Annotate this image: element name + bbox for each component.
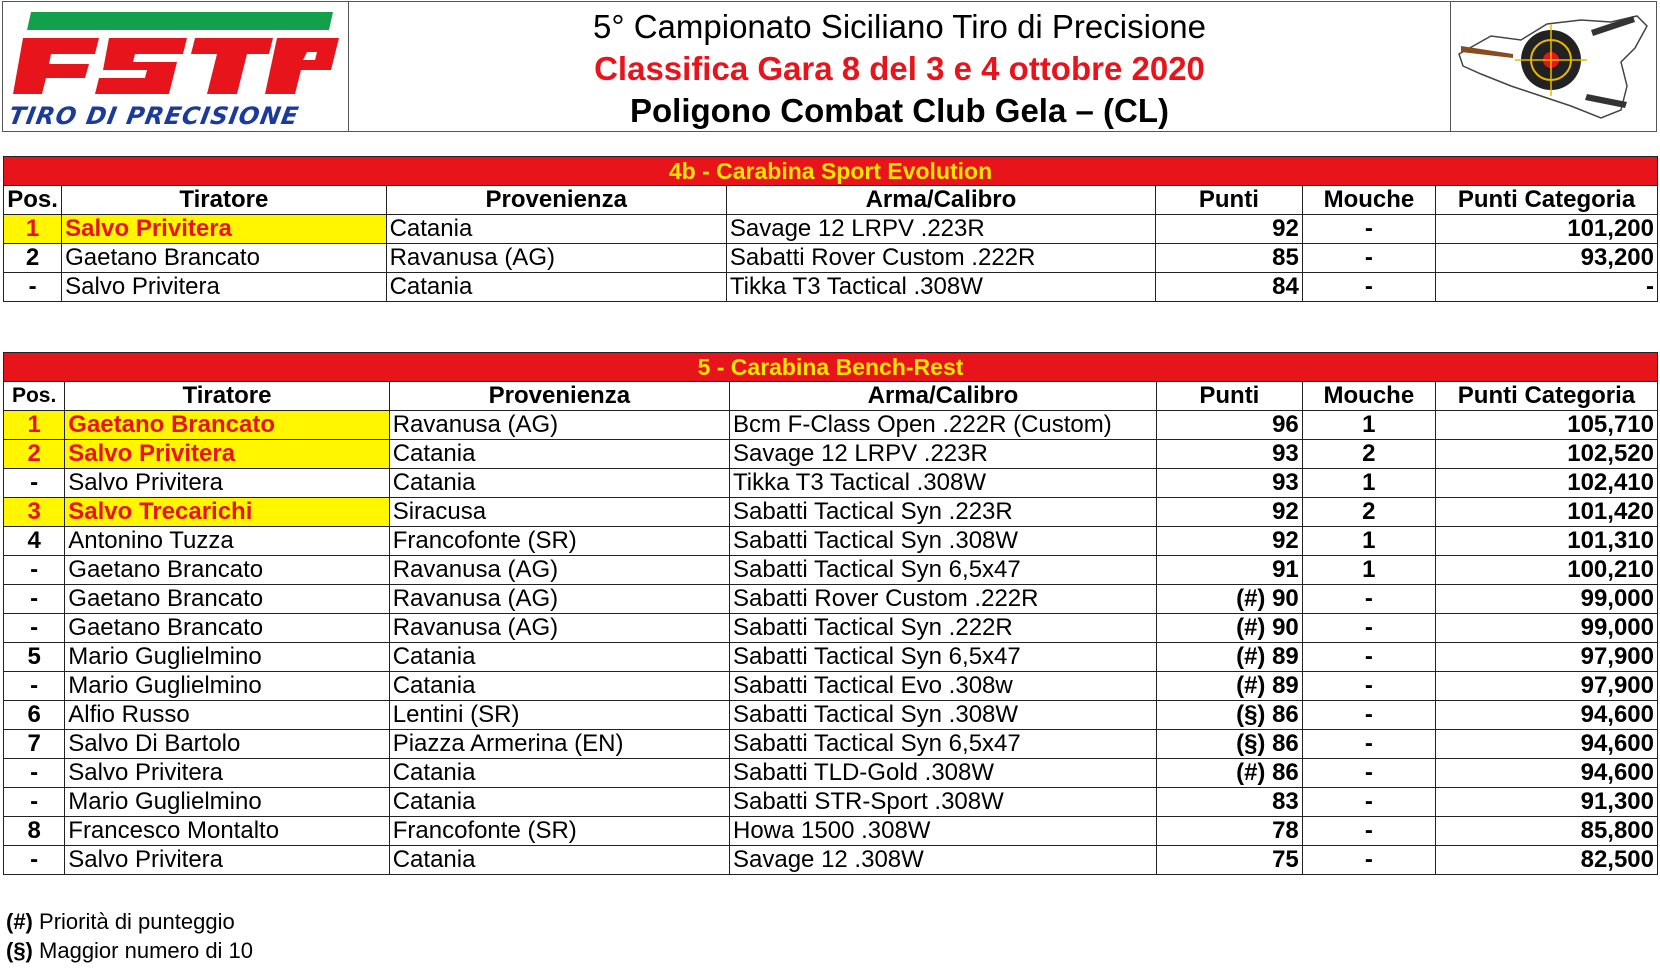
points-cell: 93 <box>1156 440 1302 469</box>
position-cell: - <box>4 759 65 788</box>
points-cell: 91 <box>1156 556 1302 585</box>
category-points-cell: 91,300 <box>1435 788 1657 817</box>
logo-subtitle: TIRO DI PRECISIONE <box>6 102 302 130</box>
category-points-cell: 94,600 <box>1435 730 1657 759</box>
weapon-cell: Bcm F-Class Open .222R (Custom) <box>730 411 1157 440</box>
col-shooter: Tiratore <box>62 186 386 215</box>
position-cell: 7 <box>4 730 65 759</box>
points-cell: 92 <box>1156 527 1302 556</box>
position-cell: 8 <box>4 817 65 846</box>
category-points-cell: 101,200 <box>1436 215 1658 244</box>
points-cell: (#) 89 <box>1156 643 1302 672</box>
points-cell: 96 <box>1156 411 1302 440</box>
table-row <box>4 817 1658 846</box>
points-cell: 78 <box>1156 817 1302 846</box>
table-row <box>4 614 1658 643</box>
position-cell: 2 <box>4 440 65 469</box>
table-row <box>4 672 1658 701</box>
points-cell: 84 <box>1155 273 1302 302</box>
category-points-cell: 94,600 <box>1435 759 1657 788</box>
origin-cell: Francofonte (SR) <box>389 527 729 556</box>
title-block <box>349 2 1450 131</box>
category-title: 4b - Carabina Sport Evolution <box>4 157 1658 186</box>
table-body <box>4 411 1658 875</box>
sicily-logo <box>1450 2 1656 131</box>
championship-title: 5° Campionato Siciliano Tiro di Precisione <box>593 8 1206 45</box>
points-cell: 75 <box>1156 846 1302 875</box>
fstp-logo <box>3 2 349 131</box>
points-cell: (#) 86 <box>1156 759 1302 788</box>
weapon-cell: Sabatti Tactical Syn .308W <box>730 701 1157 730</box>
category-points-cell: 105,710 <box>1435 411 1657 440</box>
col-shooter: Tiratore <box>65 382 389 411</box>
table-row <box>4 411 1658 440</box>
shooter-cell: Salvo Di Bartolo <box>65 730 389 759</box>
shooter-cell: Salvo Privitera <box>62 273 386 302</box>
origin-cell: Francofonte (SR) <box>389 817 729 846</box>
shooter-cell: Gaetano Brancato <box>65 411 389 440</box>
origin-cell: Catania <box>389 643 729 672</box>
position-cell: - <box>4 556 65 585</box>
points-cell: (§) 86 <box>1156 730 1302 759</box>
mouche-cell: - <box>1302 215 1435 244</box>
position-cell: - <box>4 273 62 302</box>
col-points: Punti <box>1156 382 1302 411</box>
shooter-cell: Salvo Privitera <box>65 469 389 498</box>
table-row <box>4 846 1658 875</box>
weapon-cell: Sabatti Rover Custom .222R <box>726 244 1155 273</box>
category-points-cell: 101,420 <box>1435 498 1657 527</box>
table-row <box>4 730 1658 759</box>
table-row <box>4 788 1658 817</box>
category-points-cell: - <box>1436 273 1658 302</box>
category-points-cell: 101,310 <box>1435 527 1657 556</box>
shooter-cell: Francesco Montalto <box>65 817 389 846</box>
points-cell: 92 <box>1155 215 1302 244</box>
weapon-cell: Sabatti Tactical Syn .308W <box>730 527 1157 556</box>
weapon-cell: Sabatti Rover Custom .222R <box>730 585 1157 614</box>
origin-cell: Piazza Armerina (EN) <box>389 730 729 759</box>
col-pos: Pos. <box>4 382 65 411</box>
origin-cell: Lentini (SR) <box>389 701 729 730</box>
table-row <box>4 759 1658 788</box>
mouche-cell: 1 <box>1302 556 1435 585</box>
shooter-cell: Salvo Privitera <box>65 759 389 788</box>
ranking-table-4b <box>3 156 1658 302</box>
mouche-cell: - <box>1302 244 1435 273</box>
col-origin: Provenienza <box>386 186 726 215</box>
mouche-cell: 1 <box>1302 527 1435 556</box>
origin-cell: Catania <box>389 846 729 875</box>
shooter-cell: Gaetano Brancato <box>62 244 386 273</box>
weapon-cell: Sabatti Tactical Syn .223R <box>730 498 1157 527</box>
col-origin: Provenienza <box>389 382 729 411</box>
mouche-cell: - <box>1302 585 1435 614</box>
col-weapon: Arma/Calibro <box>726 186 1155 215</box>
origin-cell: Ravanusa (AG) <box>389 585 729 614</box>
table-row <box>4 440 1658 469</box>
category-points-cell: 93,200 <box>1436 244 1658 273</box>
category-points-cell: 102,410 <box>1435 469 1657 498</box>
position-cell: 6 <box>4 701 65 730</box>
weapon-cell: Savage 12 LRPV .223R <box>726 215 1155 244</box>
fstp-logo-mark-icon <box>11 8 341 96</box>
shooter-cell: Antonino Tuzza <box>65 527 389 556</box>
points-cell: 93 <box>1156 469 1302 498</box>
points-cell: 92 <box>1156 498 1302 527</box>
footnote: (#) Priorità di punteggio <box>6 909 235 934</box>
origin-cell: Catania <box>386 215 726 244</box>
category-points-cell: 82,500 <box>1435 846 1657 875</box>
points-cell: (#) 90 <box>1156 614 1302 643</box>
table-row <box>4 215 1658 244</box>
mouche-cell: - <box>1302 643 1435 672</box>
origin-cell: Catania <box>389 672 729 701</box>
shooter-cell: Salvo Privitera <box>65 440 389 469</box>
origin-cell: Catania <box>389 788 729 817</box>
shooter-cell: Salvo Privitera <box>62 215 386 244</box>
position-cell: - <box>4 788 65 817</box>
ranking-table-5 <box>3 352 1658 875</box>
col-category-points: Punti Categoria <box>1435 382 1657 411</box>
points-cell: (#) 90 <box>1156 585 1302 614</box>
col-mouche: Mouche <box>1302 186 1435 215</box>
position-cell: 4 <box>4 527 65 556</box>
table-row <box>4 585 1658 614</box>
position-cell: - <box>4 614 65 643</box>
position-cell: - <box>4 846 65 875</box>
shooter-cell: Gaetano Brancato <box>65 614 389 643</box>
position-cell: 1 <box>4 215 62 244</box>
origin-cell: Catania <box>389 759 729 788</box>
points-cell: 85 <box>1155 244 1302 273</box>
origin-cell: Ravanusa (AG) <box>389 614 729 643</box>
weapon-cell: Savage 12 .308W <box>730 846 1157 875</box>
col-mouche: Mouche <box>1302 382 1435 411</box>
mouche-cell: - <box>1302 759 1435 788</box>
document-header <box>2 1 1657 132</box>
weapon-cell: Tikka T3 Tactical .308W <box>726 273 1155 302</box>
weapon-cell: Howa 1500 .308W <box>730 817 1157 846</box>
position-cell: 2 <box>4 244 62 273</box>
category-points-cell: 97,900 <box>1435 672 1657 701</box>
mouche-cell: 1 <box>1302 411 1435 440</box>
position-cell: 3 <box>4 498 65 527</box>
mouche-cell: - <box>1302 730 1435 759</box>
position-cell: - <box>4 672 65 701</box>
shooter-cell: Gaetano Brancato <box>65 585 389 614</box>
position-cell: 5 <box>4 643 65 672</box>
weapon-cell: Savage 12 LRPV .223R <box>730 440 1157 469</box>
weapon-cell: Sabatti STR-Sport .308W <box>730 788 1157 817</box>
weapon-cell: Sabatti Tactical Evo .308w <box>730 672 1157 701</box>
venue-title: Poligono Combat Club Gela – (CL) <box>630 92 1169 129</box>
position-cell: 1 <box>4 411 65 440</box>
origin-cell: Ravanusa (AG) <box>386 244 726 273</box>
origin-cell: Catania <box>389 440 729 469</box>
category-points-cell: 99,000 <box>1435 614 1657 643</box>
category-points-cell: 102,520 <box>1435 440 1657 469</box>
table-row <box>4 469 1658 498</box>
mouche-cell: 2 <box>1302 440 1435 469</box>
position-cell: - <box>4 585 65 614</box>
points-cell: (§) 86 <box>1156 701 1302 730</box>
weapon-cell: Sabatti Tactical Syn 6,5x47 <box>730 556 1157 585</box>
mouche-cell: - <box>1302 614 1435 643</box>
shooter-cell: Alfio Russo <box>65 701 389 730</box>
mouche-cell: - <box>1302 846 1435 875</box>
weapon-cell: Tikka T3 Tactical .308W <box>730 469 1157 498</box>
origin-cell: Siracusa <box>389 498 729 527</box>
table-row <box>4 643 1658 672</box>
table-row <box>4 527 1658 556</box>
table-row <box>4 244 1658 273</box>
table-row <box>4 273 1658 302</box>
points-cell: (#) 89 <box>1156 672 1302 701</box>
mouche-cell: - <box>1302 672 1435 701</box>
weapon-cell: Sabatti TLD-Gold .308W <box>730 759 1157 788</box>
shooter-cell: Salvo Trecarichi <box>65 498 389 527</box>
weapon-cell: Sabatti Tactical Syn .222R <box>730 614 1157 643</box>
table-row <box>4 498 1658 527</box>
shooter-cell: Mario Guglielmino <box>65 788 389 817</box>
col-category-points: Punti Categoria <box>1436 186 1658 215</box>
weapon-cell: Sabatti Tactical Syn 6,5x47 <box>730 730 1157 759</box>
mouche-cell: - <box>1302 701 1435 730</box>
category-title: 5 - Carabina Bench-Rest <box>4 353 1658 382</box>
col-weapon: Arma/Calibro <box>730 382 1157 411</box>
shooter-cell: Mario Guglielmino <box>65 643 389 672</box>
origin-cell: Ravanusa (AG) <box>389 411 729 440</box>
footnotes <box>6 907 253 965</box>
table-body <box>4 215 1658 302</box>
mouche-cell: - <box>1302 788 1435 817</box>
mouche-cell: - <box>1302 817 1435 846</box>
weapon-cell: Sabatti Tactical Syn 6,5x47 <box>730 643 1157 672</box>
category-points-cell: 85,800 <box>1435 817 1657 846</box>
ranking-title: Classifica Gara 8 del 3 e 4 ottobre 2020 <box>594 50 1205 87</box>
origin-cell: Ravanusa (AG) <box>389 556 729 585</box>
table-row <box>4 701 1658 730</box>
position-cell: - <box>4 469 65 498</box>
shooter-cell: Mario Guglielmino <box>65 672 389 701</box>
col-pos: Pos. <box>4 186 62 215</box>
mouche-cell: - <box>1302 273 1435 302</box>
category-points-cell: 97,900 <box>1435 643 1657 672</box>
points-cell: 83 <box>1156 788 1302 817</box>
origin-cell: Catania <box>389 469 729 498</box>
col-points: Punti <box>1155 186 1302 215</box>
category-points-cell: 94,600 <box>1435 701 1657 730</box>
mouche-cell: 1 <box>1302 469 1435 498</box>
category-points-cell: 99,000 <box>1435 585 1657 614</box>
category-points-cell: 100,210 <box>1435 556 1657 585</box>
origin-cell: Catania <box>386 273 726 302</box>
mouche-cell: 2 <box>1302 498 1435 527</box>
footnote: (§) Maggior numero di 10 <box>6 938 254 963</box>
table-row <box>4 556 1658 585</box>
shooter-cell: Gaetano Brancato <box>65 556 389 585</box>
sicily-map-target-icon <box>1451 2 1656 131</box>
shooter-cell: Salvo Privitera <box>65 846 389 875</box>
